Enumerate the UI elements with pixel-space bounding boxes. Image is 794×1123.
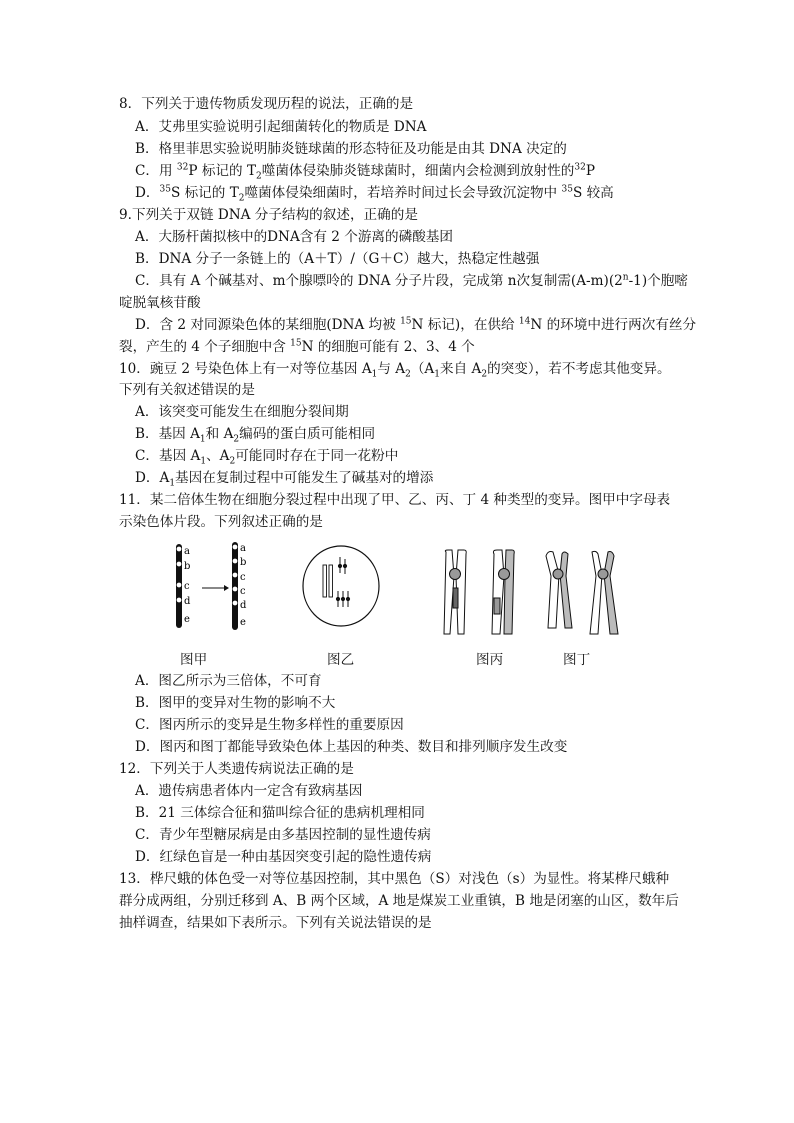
q11-stem-cont: 示染色体片段。下列叙述正确的是	[119, 514, 323, 530]
arrow-icon	[202, 585, 229, 591]
chromosome-original	[176, 544, 182, 628]
label-b-right: b	[240, 557, 247, 568]
q8-option-c: C．用 $^{32}$P 标记的 $T_2$噬菌体侵染肺炎链球菌时，细菌内会检测到放射性的$^{32}$P	[135, 162, 596, 182]
q12-option-d: D．红绿色盲是一种由基因突变引起的隐性遗传病	[135, 849, 432, 865]
q8-stem: 8．下列关于遗传物质发现历程的说法，正确的是	[119, 96, 414, 112]
label-b-left: b	[184, 561, 191, 572]
q9-option-b: B．DNA 分子一条链上的（A＋T）/（G＋C）越大，热稳定性越强	[135, 251, 540, 267]
q11-option-c: C．图丙所示的变异是生物多样性的重要原因	[135, 717, 404, 733]
cell-outline	[303, 546, 379, 626]
label-d-right: d	[240, 600, 247, 611]
chromosomes-short	[336, 557, 349, 607]
q11-option-b: B．图甲的变异对生物的影响不大	[135, 695, 336, 711]
q12-option-b: B．21 三体综合征和猫叫综合征的患病机理相同	[135, 805, 425, 821]
q11-option-a: A．图乙所示为三倍体，不可育	[135, 673, 322, 689]
q10-option-a: A．该突变可能发生在细胞分裂间期	[135, 404, 349, 420]
label-e-right: e	[240, 617, 246, 628]
label-d-left: d	[184, 596, 191, 607]
chromosomes-long	[323, 565, 333, 597]
q12-option-c: C．青少年型糖尿病是由多基因控制的显性遗传病	[135, 827, 431, 843]
q13-line-2: 群分成两组，分别迁移到 A、B 两个区域，A 地是煤炭工业重镇，B 地是闭塞的山区，数年后	[119, 893, 679, 909]
q13-line-1: 13．桦尺蛾的体色受一对等位基因控制，其中黑色（S）对浅色（s）为显性。将某桦尺蛾种	[119, 871, 670, 887]
q10-option-c: C．基因 $A_1$、$A_2$可能同时存在于同一花粉中	[135, 448, 399, 467]
label-e-left: e	[184, 614, 190, 625]
q8-option-b: B．格里菲思实验说明肺炎链球菌的形态特征及功能是由其 DNA 决定的	[135, 141, 567, 157]
figure-ding	[540, 548, 635, 640]
q10-stem: 10．豌豆 2 号染色体上有一对等位基因 $A_1$与 $A_2(A_1$来自 $A_2$的突变），若不考虑其他变异。	[119, 361, 671, 380]
q12-option-a: A．遗传病患者体内一定含有致病基因	[135, 783, 363, 799]
q11-option-d: D．图丙和图丁都能导致染色体上基因的种类、数目和排列顺序发生改变	[135, 739, 568, 755]
label-a-right: a	[240, 543, 246, 554]
q8-option-d: D．$^{35}$S 标记的 $T_2$噬菌体侵染细菌时，若培养时间过长会导致沉淀物中 $^{35}$S 较高	[135, 184, 614, 204]
label-c1-right: c	[240, 572, 246, 583]
caption-ding: 图丁	[563, 652, 591, 668]
figure-bing	[440, 548, 530, 640]
caption-jia: 图甲	[180, 652, 208, 668]
q11-stem: 11．某二倍体生物在细胞分裂过程中出现了甲、乙、丙、丁 4 种类型的变异。图甲中字母表	[119, 492, 671, 508]
caption-bing: 图丙	[476, 652, 504, 668]
q10-option-b: B．基因 $A_1$和 $A_2$编码的蛋白质可能相同	[135, 426, 376, 445]
label-c-left: c	[184, 581, 190, 592]
q9-option-c-cont: 啶脱氧核苷酸	[119, 295, 201, 311]
q9-option-d-cont: 裂，产生的 4 个子细胞中含 $^{15}$N 的细胞可能有 2、3、4 个	[119, 338, 475, 355]
chromosome-pair-2	[492, 550, 514, 634]
chromosome-ding-1	[546, 552, 572, 629]
q9-option-c: C．具有 A 个碱基对、m个腺嘌呤的 DNA 分子片段，完成第 n次复制需(A-m)(2$^n$-1)个胞嘧	[135, 272, 688, 289]
q13-line-3: 抽样调查，结果如下表所示。下列有关说法错误的是	[119, 915, 432, 931]
label-a-left: a	[184, 546, 190, 557]
label-c2-right: c	[240, 586, 246, 597]
q12-stem: 12．下列关于人类遗传病说法正确的是	[119, 761, 354, 777]
q9-option-d: D．含 2 对同源染色体的某细胞(DNA 均被 $^{15}$N 标记)，在供给 $^{14}$N 的环境中进行两次有丝分	[135, 316, 697, 333]
chromosome-duplicated	[232, 542, 238, 630]
chromosome-pair-1	[444, 550, 466, 634]
chromosome-ding-2	[590, 551, 618, 634]
q10-stem-cont: 下列有关叙述错误的是	[119, 382, 255, 398]
figure-jia	[170, 540, 260, 632]
q9-option-a: A．大肠杆菌拟核中的DNA含有 2 个游离的磷酸基团	[135, 229, 453, 245]
caption-yi: 图乙	[327, 652, 355, 668]
q10-option-d: D．$A_1$基因在复制过程中可能发生了碱基对的增添	[135, 470, 434, 489]
q9-stem: 9.下列关于双链 DNA 分子结构的叙述，正确的是	[119, 207, 418, 223]
figure-yi	[300, 543, 382, 629]
q8-option-a: A．艾弗里实验说明引起细菌转化的物质是 DNA	[135, 119, 427, 135]
